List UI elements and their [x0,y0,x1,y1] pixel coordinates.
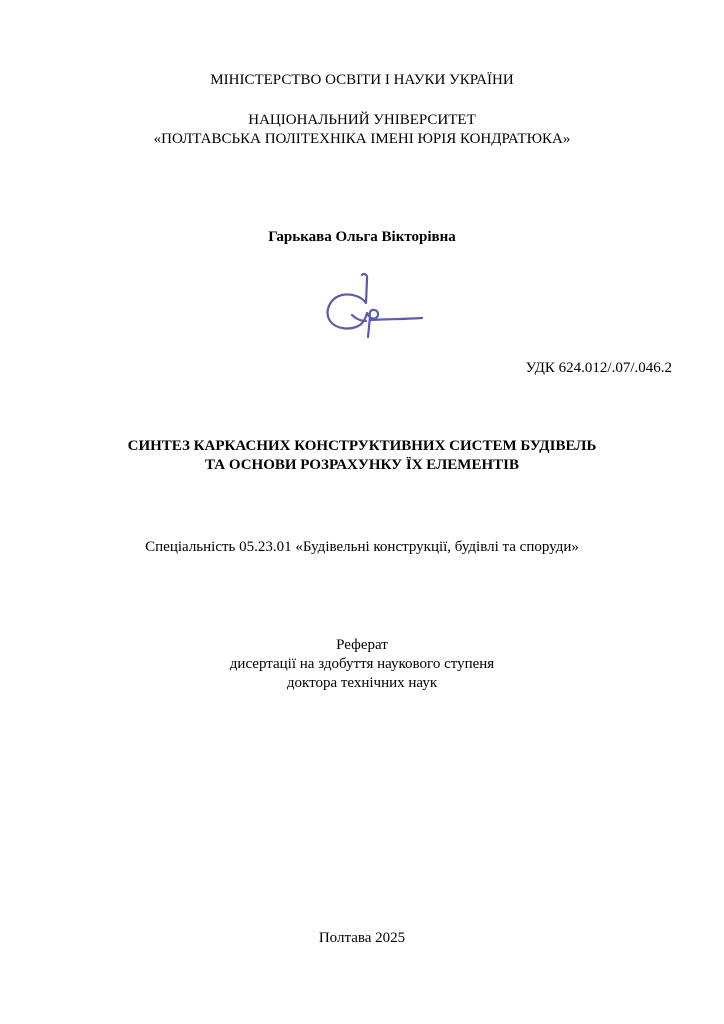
abstract-purpose-line1: дисертації на здобуття наукового ступеня [229,656,495,672]
dissertation-title-line1: СИНТЕЗ КАРКАСНИХ КОНСТРУКТИВНИХ СИСТЕМ БУДІВЕЛЬ [127,438,597,454]
abstract-purpose-line2: доктора технічних наук [286,675,438,691]
university-name-line2: «ПОЛТАВСЬКА ПОЛІТЕХНІКА ІМЕНІ ЮРІЯ КОНДРАТЮКА» [153,131,571,147]
university-name-line1: НАЦІОНАЛЬНИЙ УНІВЕРСИТЕТ [248,112,476,128]
author-name: Гарькава Ольга Вікторівна [268,229,456,245]
author-signature [300,265,450,365]
dissertation-title-line2: ТА ОСНОВИ РОЗРАХУНКУ ЇХ ЕЛЕМЕНТІВ [205,457,519,473]
udk-code: УДК 624.012/.07/.046.2 [525,360,672,376]
specialty-line: Спеціальність 05.23.01 «Будівельні конструкції, будівлі та споруди» [145,539,579,555]
ministry-heading: МІНІСТЕРСТВО ОСВІТИ І НАУКИ УКРАЇНИ [210,72,514,88]
abstract-label: Реферат [336,637,388,653]
city-year: Полтава 2025 [318,930,406,946]
